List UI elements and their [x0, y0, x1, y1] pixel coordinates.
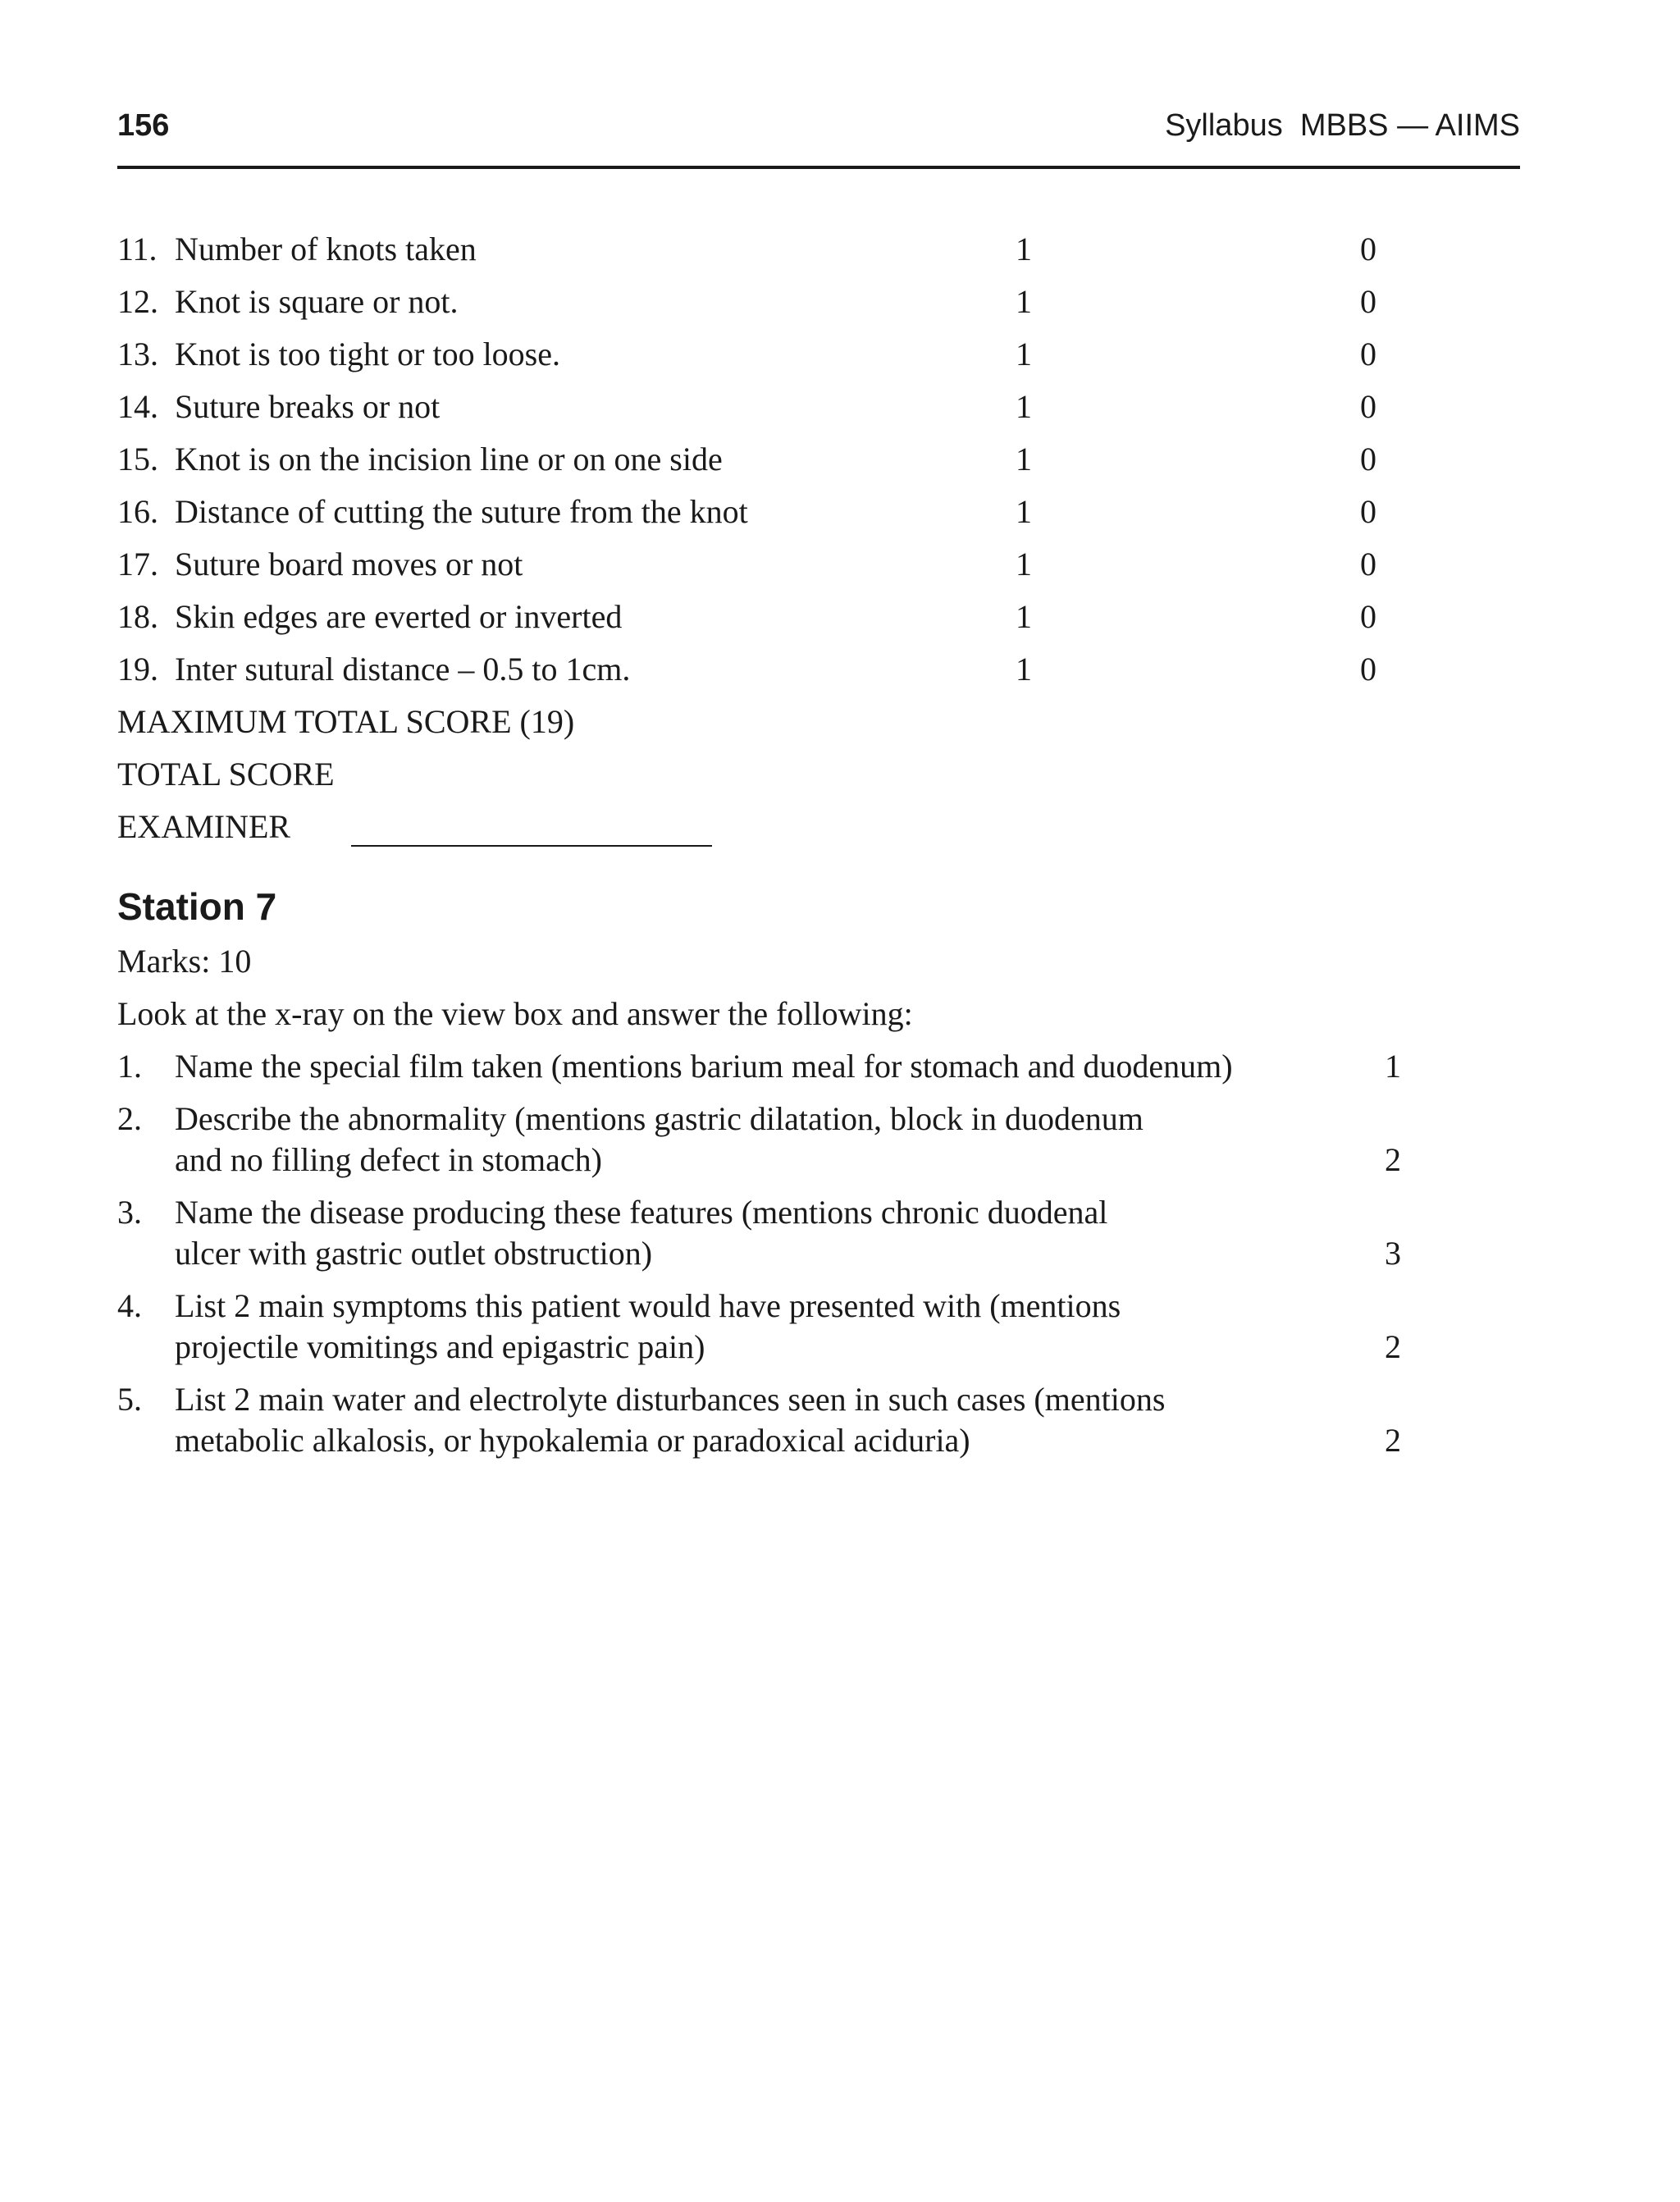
question-marks: 2: [1385, 1141, 1401, 1178]
item-score-no: 0: [1360, 231, 1376, 267]
item-number: 18.: [117, 598, 158, 635]
question-number: 5.: [117, 1381, 142, 1418]
item-text: Inter sutural distance – 0.5 to 1cm.: [175, 651, 631, 688]
item-score-no: 0: [1360, 336, 1376, 372]
question-marks: 2: [1385, 1328, 1401, 1365]
item-text: Knot is on the incision line or on one side: [175, 441, 723, 477]
checklist-row: [117, 598, 1430, 642]
item-score-no: 0: [1360, 388, 1376, 425]
question-text: Name the special film taken (mentions barium meal for stomach and duodenum): [175, 1048, 1233, 1085]
item-number: 11.: [117, 231, 158, 267]
checklist-row: [117, 283, 1430, 327]
question-number: 2.: [117, 1100, 142, 1137]
question-marks: 1: [1385, 1048, 1401, 1085]
item-text: Knot is square or not.: [175, 283, 459, 320]
station-heading: Station 7: [117, 885, 277, 928]
item-score-no: 0: [1360, 651, 1376, 688]
item-text: Suture breaks or not: [175, 388, 441, 425]
item-score-no: 0: [1360, 598, 1376, 635]
item-score-no: 0: [1360, 283, 1376, 320]
examiner-signature-line: [351, 845, 712, 847]
page-number: 156: [117, 108, 170, 143]
question-text-continued: and no filling defect in stomach): [175, 1141, 602, 1178]
question-marks: 2: [1385, 1422, 1401, 1459]
question-text-continued: projectile vomitings and epigastric pain): [175, 1328, 705, 1365]
checklist-row: [117, 493, 1430, 537]
item-score-yes: 1: [1016, 651, 1032, 688]
item-number: 13.: [117, 336, 158, 372]
checklist-row: [117, 233, 1430, 274]
page-header: [117, 105, 1520, 169]
item-score-yes: 1: [1016, 493, 1032, 530]
item-text: Distance of cutting the suture from the knot: [175, 493, 748, 530]
checklist-row: [117, 548, 1430, 589]
question-text: Describe the abnormality (mentions gastric dilatation, block in duodenum: [175, 1100, 1144, 1137]
marks-label: Marks: 10: [117, 943, 252, 980]
item-text: Skin edges are everted or inverted: [175, 598, 623, 635]
max-total-score-label: MAXIMUM TOTAL SCORE (19): [117, 703, 575, 740]
checklist-row: [117, 443, 1430, 484]
question-text-continued: metabolic alkalosis, or hypokalemia or paradoxical aciduria): [175, 1422, 970, 1459]
running-title: Syllabus MBBS — AIIMS: [1165, 108, 1520, 143]
item-score-yes: 1: [1016, 231, 1032, 267]
checklist-row: [117, 388, 1430, 432]
item-score-yes: 1: [1016, 546, 1032, 582]
question-number: 3.: [117, 1194, 142, 1231]
checklist-row: [117, 338, 1430, 379]
checklist-row: [117, 653, 1430, 694]
item-text: Knot is too tight or too loose.: [175, 336, 560, 372]
item-score-yes: 1: [1016, 336, 1032, 372]
item-score-yes: 1: [1016, 598, 1032, 635]
question-text: Name the disease producing these features (mentions chronic duodenal: [175, 1194, 1108, 1231]
item-score-no: 0: [1360, 493, 1376, 530]
item-number: 17.: [117, 546, 158, 582]
item-score-no: 0: [1360, 441, 1376, 477]
question-text: List 2 main water and electrolyte disturbances seen in such cases (mentions: [175, 1381, 1166, 1418]
item-number: 12.: [117, 283, 158, 320]
question-marks: 3: [1385, 1235, 1401, 1272]
item-text: Suture board moves or not: [175, 546, 523, 582]
item-number: 15.: [117, 441, 158, 477]
instruction-text: Look at the x-ray on the view box and answer the following:: [117, 995, 913, 1032]
question-text-continued: ulcer with gastric outlet obstruction): [175, 1235, 653, 1272]
item-score-yes: 1: [1016, 283, 1032, 320]
item-number: 14.: [117, 388, 158, 425]
total-score-label: TOTAL SCORE: [117, 756, 335, 793]
item-number: 16.: [117, 493, 158, 530]
item-number: 19.: [117, 651, 158, 688]
question-text: List 2 main symptoms this patient would have presented with (mentions: [175, 1287, 1121, 1324]
item-score-yes: 1: [1016, 441, 1032, 477]
question-number: 4.: [117, 1287, 142, 1324]
question-number: 1.: [117, 1048, 142, 1085]
item-score-no: 0: [1360, 546, 1376, 582]
item-text: Number of knots taken: [175, 231, 477, 267]
examiner-label: EXAMINER: [117, 808, 291, 845]
item-score-yes: 1: [1016, 388, 1032, 425]
